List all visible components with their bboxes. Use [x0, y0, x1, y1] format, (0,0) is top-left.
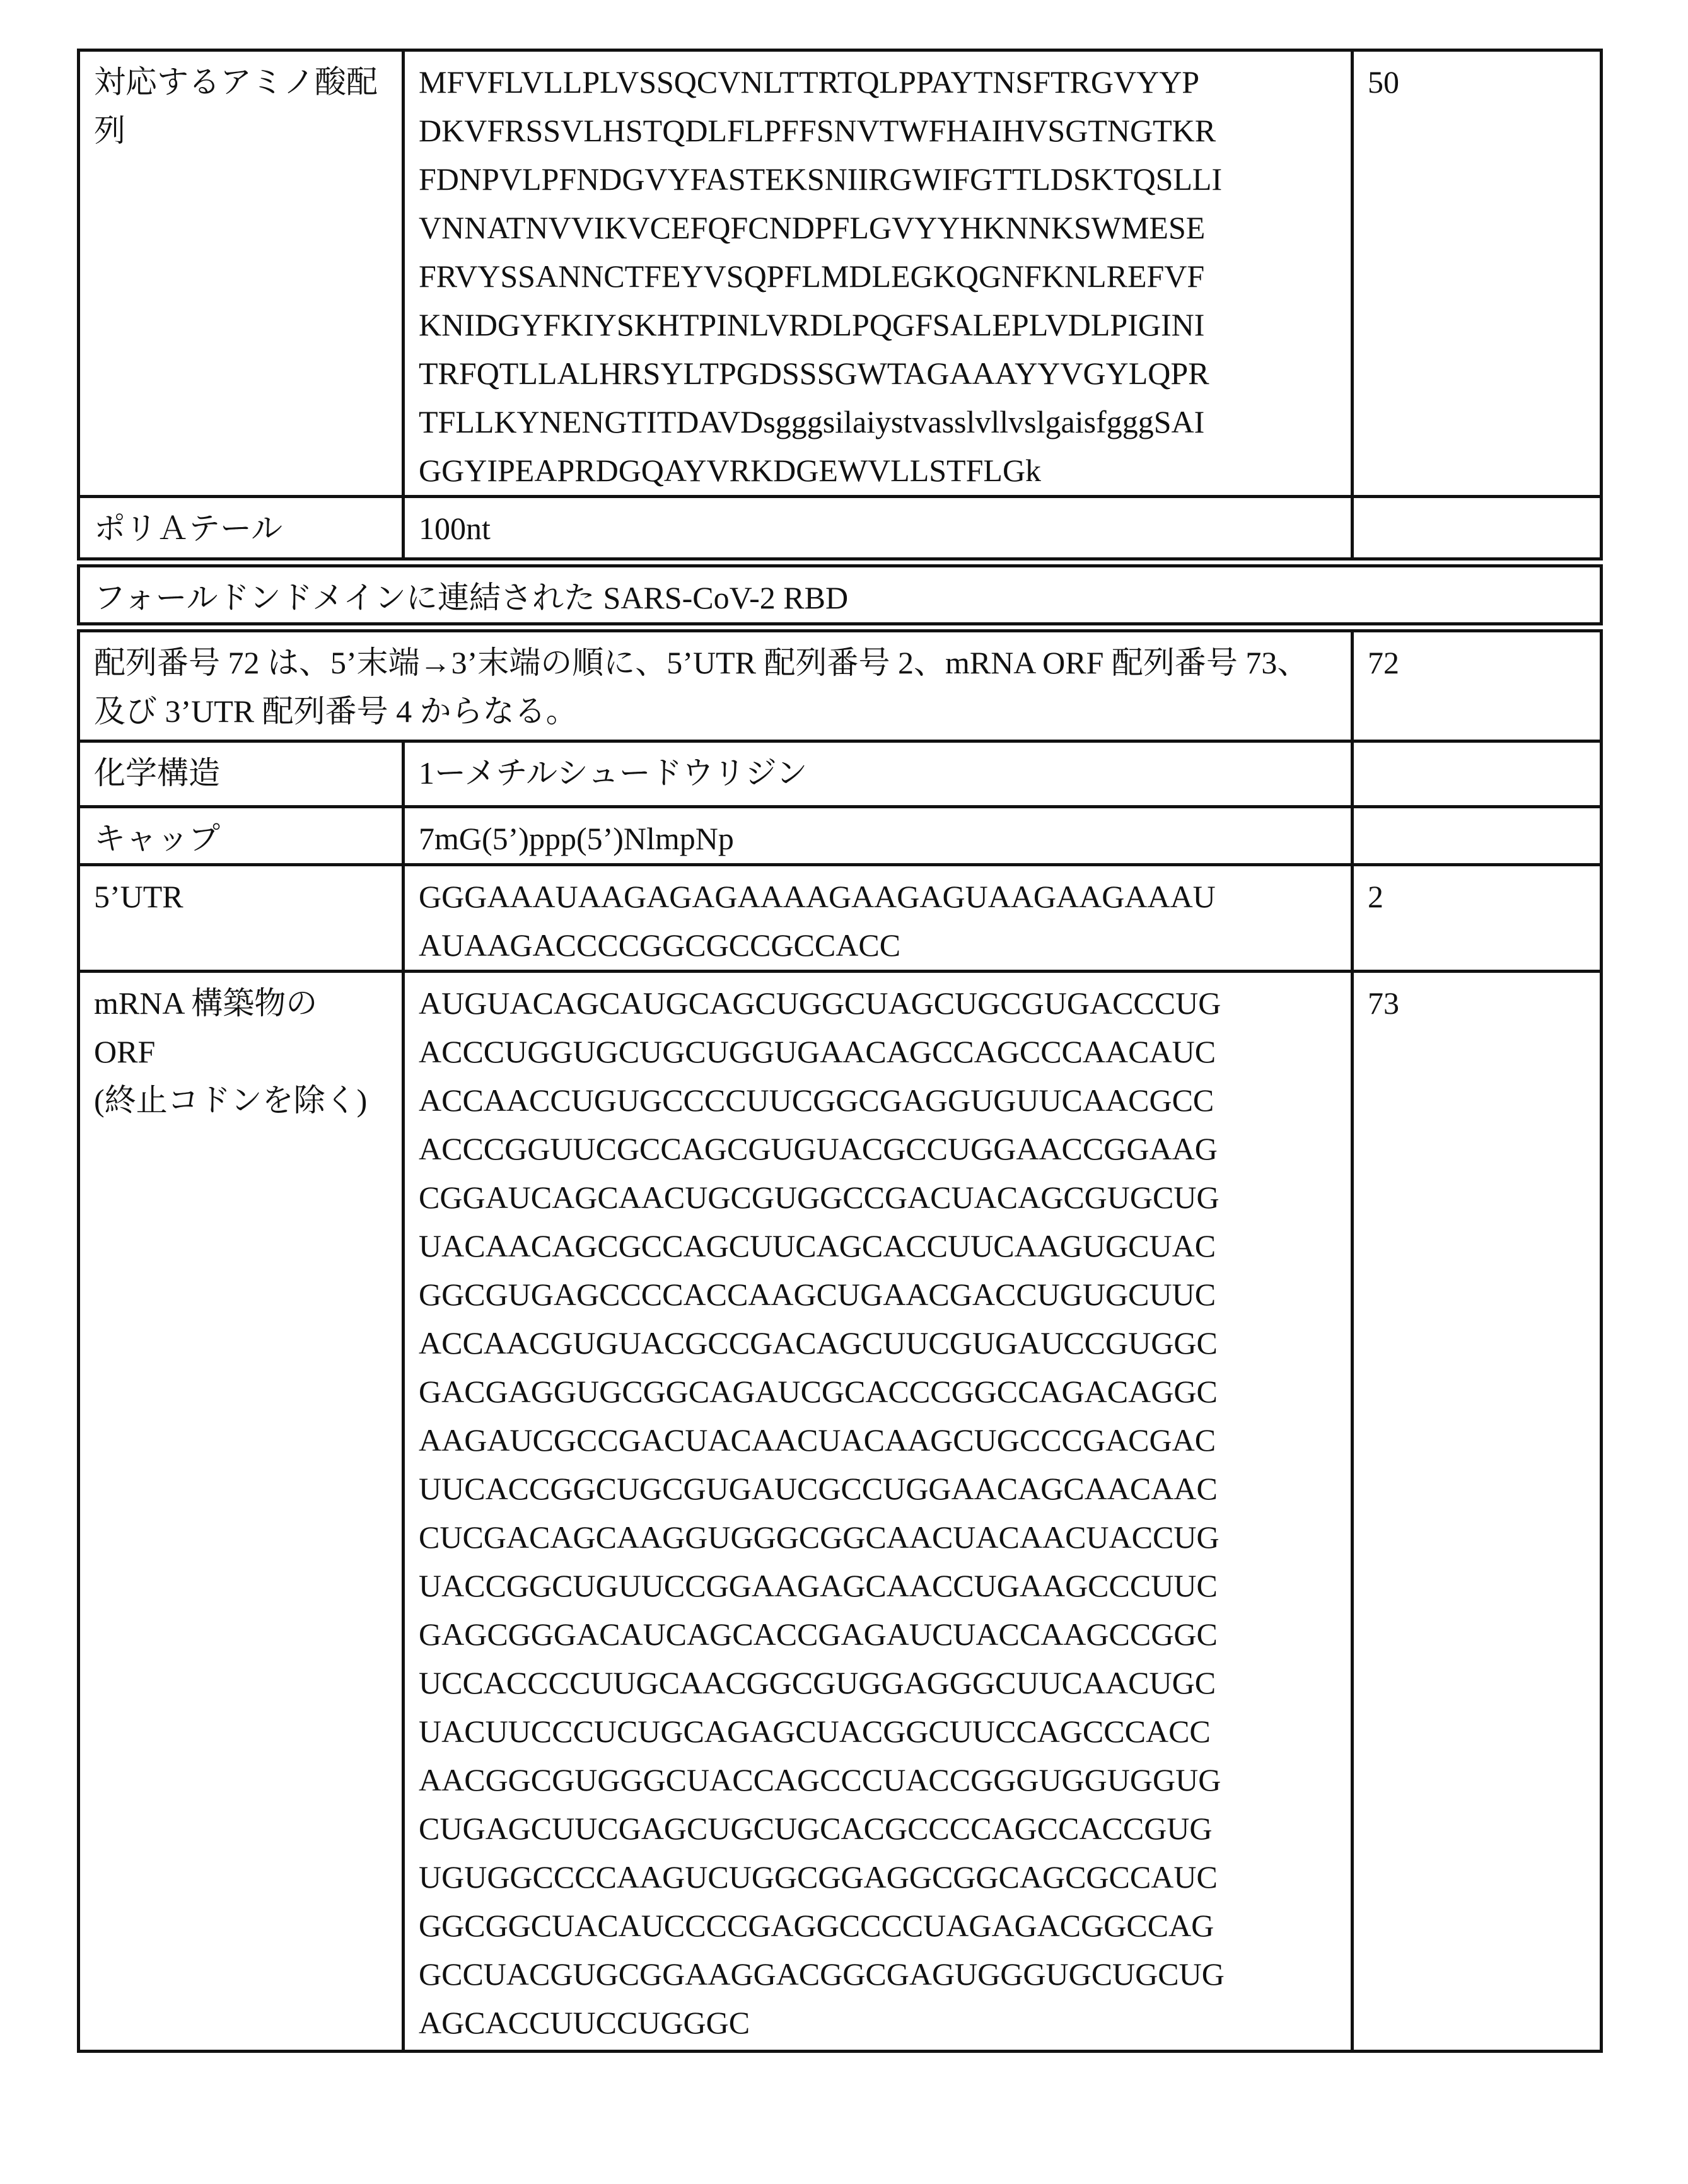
sequence-id: 72 — [1353, 631, 1602, 741]
table-row-chemistry — [79, 741, 1602, 807]
sequence-id: 2 — [1353, 865, 1602, 972]
table-row-cap — [79, 807, 1602, 865]
table-row-orf — [79, 972, 1602, 2052]
chemistry-value: 1ーメチルシュードウリジン — [404, 741, 1353, 807]
row-label: ポリＡテール — [79, 497, 404, 559]
orf-sequence: AUGUACAGCAUGCAGCUGGCUAGCUGCGUGACCCUG ACCCUGGUGCUGCUGGUGAACAGCCAGCCCAACAUC ACCAACCUGUGCCCCUUCGGCGAGGUGUUCAACGCC ACCCGGUUCGCCAGCGUGUACGCCUGGAACCGGAAG CGGAUCAGCAACUGCGUGGCCGACUACAGCGUGCUG UACAACAGCGCCAGCUUCAGCACCUUCAAGUGCUAC GGCGUGAGCCCCACCAAGCUGAACGACCUGUGCUUC ACCAACGUGUACGCCGACAGCUUCGUGAUCCGUGGC GACGAGGUGCGGCAGAUCGCACCCGGCCAGACAGGC AAGAUCGCCGACUACAACUACAAGCUGCCCGACGAC UUCACCGGCUGCGUGAUCGCCUGGAACAGCAACAAC CUCGACAGCAAGGUGGGCGGCAACUACAACUACCUG UACCGGCUGUUCCGGAAGAGCAACCUGAAGCCCUUC GAGCGGGACAUCAGCACCGAGAUCUACCAAGCCGGC UCCACCCCUUGCAACGGCGUGGAGGGCUUCAACUGC UACUUCCCUCUGCAGAGCUACGGCUUCCAGCCCACC AACGGCGUGGGCUACCAGCCCUACCGGGUGGUGGUG CUGAGCUUCGAGCUGCUGCACGCCCCAGCCACCGUG UGUGGCCCCAAGUCUGGCGGAGGCGGCAGCGCCAUC GGCGGCUACAUCCCCGAGGCCCCUAGAGACGGCCAG GCCUACGUGCGGAAGGACGGCGAGUGGGUGCUGCUG AGCACCUUCCUGGGC — [404, 972, 1353, 2052]
sequence-id — [1353, 741, 1602, 807]
sequence-id: 73 — [1353, 972, 1602, 2052]
row-label: 対応するアミノ酸配列 — [79, 50, 404, 497]
section-header-row — [79, 566, 1602, 624]
amino-acid-sequence: MFVFLVLLPLVSSQCVNLTTRTQLPPAYTNSFTRGVYYP DKVFRSSVLHSTQDLFLPFFSNVTWFHAIHVSGTNGTKR FDNPVLPFNDGVYFASTEKSNIIRGWIFGTTLDSKTQSLLI VNNATNVVIKVCEFQFCNDPFLGVYYHKNNKSWMESE FRVYSSANNCTFEYVSQPFLMDLEGKQGNFKNLREFVF KNIDGYFKIYSKHTPINLVRDLPQGFSALEPLVDLPIGINI TRFQTLLALHRSYLTPGDSSSGWTAGAAAYYVGYLQPR TFLLKYNENGTITDAVDsgggsilaiystvasslvllvslgaisfgggSAI GGYIPEAPRDGQAYVRKDGEWVLLSTFLGk — [404, 50, 1353, 497]
section-title: フォールドンドメインに連結された SARS-CoV-2 RBD — [79, 566, 1602, 624]
table-row-5utr — [79, 865, 1602, 972]
row-label: 5’UTR — [79, 865, 404, 972]
sequence-id — [1353, 497, 1602, 559]
table-divider — [79, 624, 1602, 631]
table-row-description — [79, 631, 1602, 741]
table-row-polya — [79, 497, 1602, 559]
polya-value: 100nt — [404, 497, 1353, 559]
table-row-amino-acid — [79, 50, 1602, 497]
row-label: 化学構造 — [79, 741, 404, 807]
cap-value: 7mG(5’)ppp(5’)NlmpNp — [404, 807, 1353, 865]
utr5-sequence: GGGAAAUAAGAGAGAAAAGAAGAGUAAGAAGAAAU AUAAGACCCCGGCGCCGCCACC — [404, 865, 1353, 972]
row-label: mRNA 構築物の ORF (終止コドンを除く) — [79, 972, 404, 2052]
sequence-id — [1353, 807, 1602, 865]
table-divider — [79, 559, 1602, 566]
row-label: キャップ — [79, 807, 404, 865]
construct-description: 配列番号 72 は、5’末端→3’末端の順に、5’UTR 配列番号 2、mRNA ORF 配列番号 73、及び 3’UTR 配列番号 4 からなる。 — [79, 631, 1353, 741]
sequence-table — [77, 49, 1603, 2053]
sequence-id: 50 — [1353, 50, 1602, 497]
